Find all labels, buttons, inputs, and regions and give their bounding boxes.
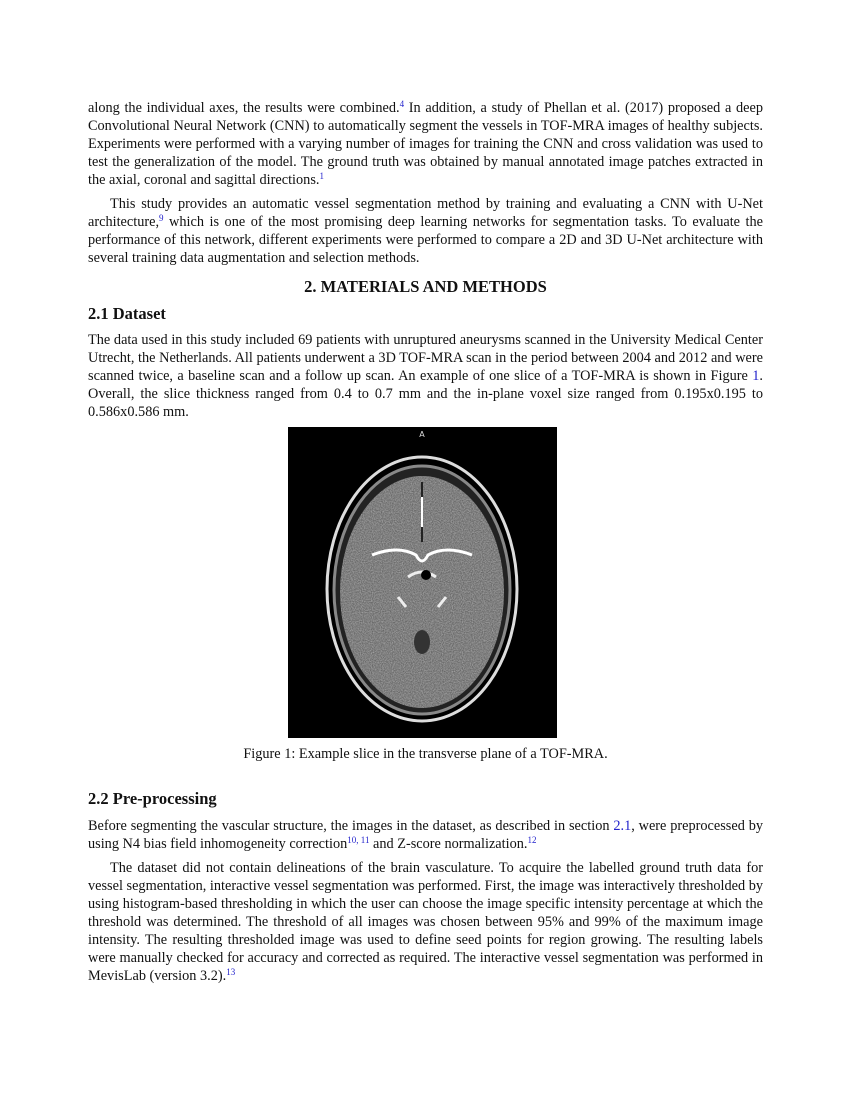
dataset-heading bbox=[88, 305, 763, 323]
text: , were preprocessed by using N4 bias field inhomogeneity correction bbox=[88, 818, 764, 852]
text: along the individual axes, the results were combined. bbox=[88, 100, 400, 116]
figure-link[interactable]: 1 bbox=[752, 368, 760, 384]
section-link[interactable]: 2.1 bbox=[613, 818, 632, 834]
citation-link[interactable]: 10, 11 bbox=[347, 835, 370, 845]
text: The dataset did not contain delineations of the brain vasculature. To acquire the labelled ground truth data for vessel segmentation, interactive vessel segmentation was performed. First, the image was interactively thresholded by using histogram-based thresholding in which the user can choose the image specific intensity percentage at which the threshold was determined. The threshold of all images was chosen between 95% and 99% of the maximum image intensity. The resulting thresholded image was used to define seed points for region growing. The resulting labels were manually checked for accuracy and corrected as required. The interactive vessel segmentation was performed in MevisLab (version 3.2). bbox=[88, 860, 763, 984]
text: The data used in this study included 69 patients with unruptured aneurysms scanned in the University Medical Center Utrecht, the Netherlands. All patients underwent a 3D TOF-MRA scan in the period between 2004 and 2012 and were scanned twice, a baseline scan and a follow up scan. An example of one slice of a TOF-MRA is shown in Figure bbox=[88, 332, 763, 384]
preproc-paragraph-2 bbox=[88, 859, 763, 985]
intro-paragraph-1 bbox=[88, 99, 763, 189]
text: This study provides an automatic vessel segmentation method by training and evaluating a CNN with U-Net architecture, bbox=[88, 196, 763, 230]
section-title: 2. MATERIALS AND METHODS bbox=[304, 277, 547, 296]
text: In addition, a study of Phellan et al. (2017) proposed a deep Convolutional Neural Network (CNN) to automatically segment the vessels in TOF-MRA images of healthy subjects. Experiments were performed with a varying number of images for training the CNN and cross validation was used to test the generalization of the model. The ground truth was obtained by manual annotated image patches extracted in the axial, coronal and sagittal directions. bbox=[88, 100, 763, 188]
citation-link[interactable]: 12 bbox=[527, 835, 537, 845]
figure-caption: Figure 1: Example slice in the transverse plane of a TOF-MRA. bbox=[243, 746, 608, 762]
orientation-label: A bbox=[419, 430, 425, 439]
subsection-title: 2.2 Pre-processing bbox=[88, 789, 217, 808]
preproc-section bbox=[88, 817, 763, 985]
citation-link[interactable]: 13 bbox=[226, 967, 236, 977]
text: which is one of the most promising deep learning networks for segmentation tasks. To evaluate the performance of this network, different experiments were performed to compare a 2D and 3D U-Net architecture with several training data augmentation and selection methods. bbox=[88, 214, 763, 266]
citation-link[interactable]: 4 bbox=[399, 99, 405, 109]
dataset-section bbox=[88, 331, 763, 421]
citation-link[interactable]: 1 bbox=[319, 171, 324, 181]
text: . Overall, the slice thickness ranged from 0.4 to 0.7 mm and the in-plane voxel size ranged from 0.195x0.195 to 0.586x0.586 mm. bbox=[88, 368, 763, 420]
preproc-heading bbox=[88, 790, 763, 808]
subsection-title: 2.1 Dataset bbox=[88, 304, 166, 323]
section-heading bbox=[88, 278, 763, 296]
brain-scan-graphic bbox=[288, 427, 557, 738]
citation-link[interactable]: 9 bbox=[159, 213, 164, 223]
mra-figure-image bbox=[288, 427, 557, 738]
dataset-paragraph bbox=[88, 331, 763, 421]
text: and Z-score normalization. bbox=[369, 836, 528, 852]
intro-paragraph-2 bbox=[88, 195, 763, 267]
intro-section bbox=[88, 99, 763, 267]
text: Before segmenting the vascular structure, the images in the dataset, as described in section bbox=[88, 818, 614, 834]
preproc-paragraph-1 bbox=[88, 817, 763, 853]
